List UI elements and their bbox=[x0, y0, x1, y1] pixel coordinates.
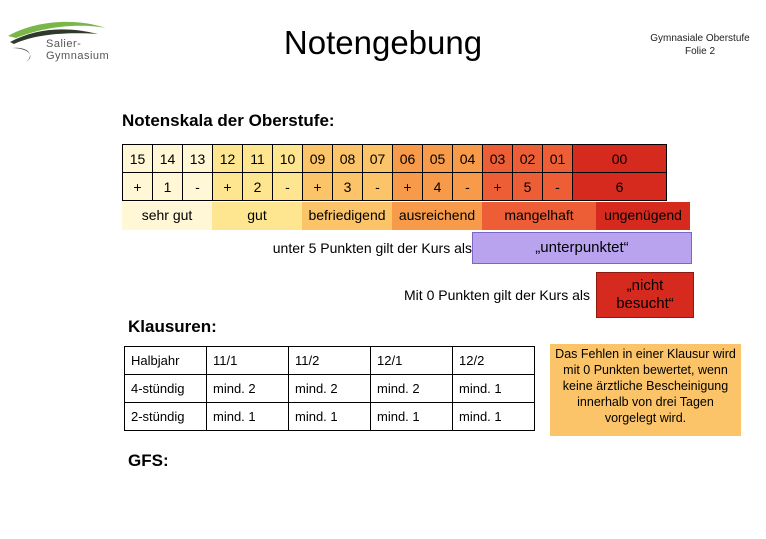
mark-cell: + bbox=[303, 173, 333, 201]
points-cell: 10 bbox=[273, 145, 303, 173]
table-cell: mind. 2 bbox=[207, 375, 289, 403]
not-attended-line2: besucht“ bbox=[616, 295, 674, 312]
slide-number: Folie 2 bbox=[684, 46, 715, 57]
table-cell: 4-stündig bbox=[125, 375, 207, 403]
not-attended-label bbox=[596, 272, 694, 318]
table-cell: mind. 2 bbox=[371, 375, 453, 403]
slide-info bbox=[640, 32, 760, 58]
points-cell: 02 bbox=[513, 145, 543, 173]
table-cell: 12/2 bbox=[453, 347, 535, 375]
grade-label-befriedigend: befriedigend bbox=[302, 202, 392, 230]
points-cell: 09 bbox=[303, 145, 333, 173]
scale-heading: Notenskala der Oberstufe: bbox=[122, 111, 335, 130]
points-cell: 06 bbox=[393, 145, 423, 173]
table-cell: mind. 2 bbox=[289, 375, 371, 403]
table-cell: 2-stündig bbox=[125, 403, 207, 431]
mark-cell: 4 bbox=[423, 173, 453, 201]
table-cell: 11/2 bbox=[289, 347, 371, 375]
table-cell: 11/1 bbox=[207, 347, 289, 375]
underpoint-label: „unterpunktet“ bbox=[472, 232, 692, 264]
missing-exam-note: Das Fehlen in einer Klausur wird mit 0 Punkten bewertet, wenn keine ärztliche Bescheinigung innerhalb von drei Tagen vorgelegt wird. bbox=[550, 344, 741, 436]
points-cell: 12 bbox=[213, 145, 243, 173]
points-cell: 13 bbox=[183, 145, 213, 173]
mark-cell: 6 bbox=[573, 173, 667, 201]
exams-table bbox=[124, 346, 535, 431]
points-cell: 00 bbox=[573, 145, 667, 173]
not-attended-line1: „nicht bbox=[626, 277, 664, 294]
grade-label-sehr-gut: sehr gut bbox=[122, 202, 212, 230]
table-cell: mind. 1 bbox=[453, 375, 535, 403]
points-row bbox=[123, 145, 667, 173]
grade-label-ungenuegend: ungenügend bbox=[596, 202, 690, 230]
mark-cell: 1 bbox=[153, 173, 183, 201]
logo-line2: Gymnasium bbox=[46, 50, 110, 62]
mark-cell: + bbox=[213, 173, 243, 201]
table-cell: mind. 1 bbox=[207, 403, 289, 431]
logo-line1: Salier- bbox=[46, 38, 82, 50]
table-row bbox=[125, 403, 535, 431]
points-cell: 07 bbox=[363, 145, 393, 173]
zero-points-rule-text: Mit 0 Punkten gilt der Kurs als bbox=[404, 287, 590, 303]
mark-cell: + bbox=[393, 173, 423, 201]
table-cell: mind. 1 bbox=[371, 403, 453, 431]
points-cell: 03 bbox=[483, 145, 513, 173]
table-row bbox=[125, 375, 535, 403]
mark-cell: - bbox=[543, 173, 573, 201]
mark-cell: 5 bbox=[513, 173, 543, 201]
points-cell: 05 bbox=[423, 145, 453, 173]
marks-row bbox=[123, 173, 667, 201]
points-cell: 04 bbox=[453, 145, 483, 173]
points-cell: 14 bbox=[153, 145, 183, 173]
points-cell: 01 bbox=[543, 145, 573, 173]
mark-cell: - bbox=[453, 173, 483, 201]
mark-cell: + bbox=[483, 173, 513, 201]
page-title: Notengebung bbox=[283, 24, 483, 61]
points-cell: 08 bbox=[333, 145, 363, 173]
gfs-heading: GFS: bbox=[128, 451, 169, 470]
points-cell: 15 bbox=[123, 145, 153, 173]
grade-scale-table bbox=[122, 144, 667, 201]
table-cell: mind. 1 bbox=[289, 403, 371, 431]
slide-subtitle: Gymnasiale Oberstufe bbox=[650, 33, 750, 44]
mark-cell: - bbox=[273, 173, 303, 201]
grade-label-ausreichend: ausreichend bbox=[392, 202, 482, 230]
mark-cell: 3 bbox=[333, 173, 363, 201]
table-cell: 12/1 bbox=[371, 347, 453, 375]
table-row bbox=[125, 347, 535, 375]
mark-cell: + bbox=[123, 173, 153, 201]
table-cell: mind. 1 bbox=[453, 403, 535, 431]
mark-cell: 2 bbox=[243, 173, 273, 201]
grade-label-mangelhaft: mangelhaft bbox=[482, 202, 596, 230]
table-cell: Halbjahr bbox=[125, 347, 207, 375]
exams-heading: Klausuren: bbox=[128, 317, 217, 336]
underpoint-rule-text: unter 5 Punkten gilt der Kurs als bbox=[272, 240, 472, 256]
mark-cell: - bbox=[363, 173, 393, 201]
points-cell: 11 bbox=[243, 145, 273, 173]
grade-label-gut: gut bbox=[212, 202, 302, 230]
mark-cell: - bbox=[183, 173, 213, 201]
